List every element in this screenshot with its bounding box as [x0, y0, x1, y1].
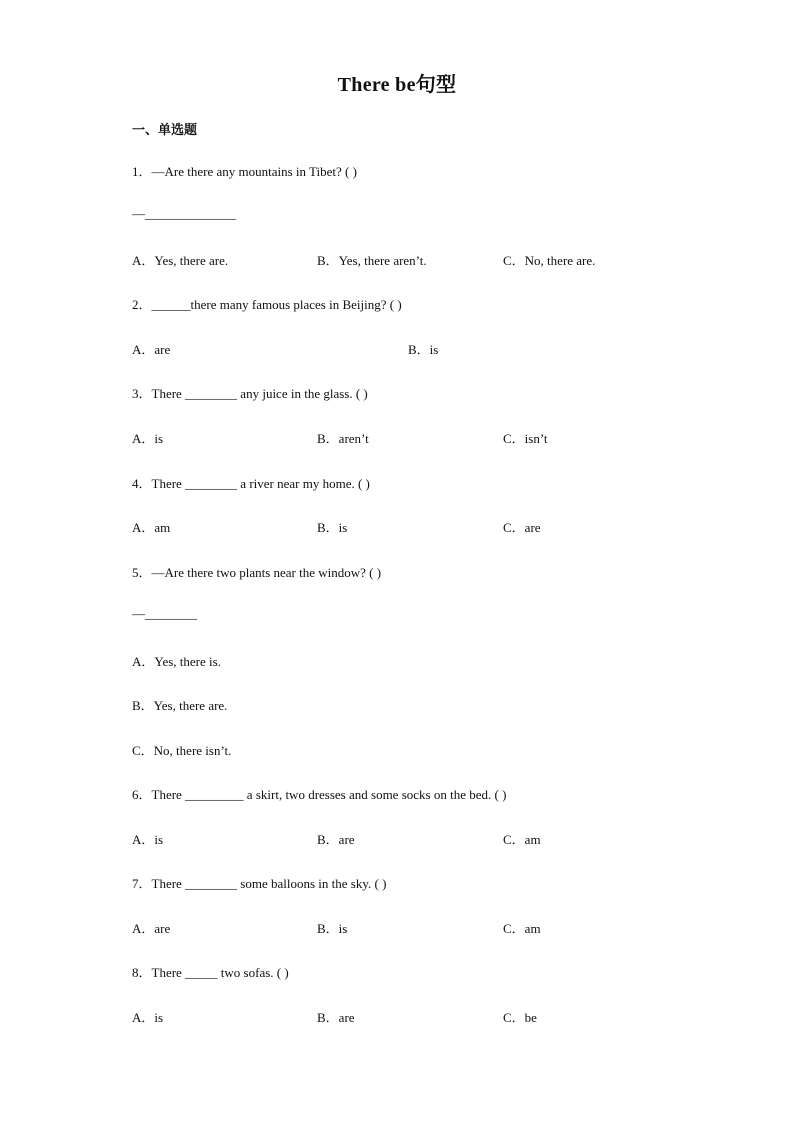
question-7-option-a: A．are — [132, 921, 171, 936]
question-7-option-b: B．is — [317, 921, 348, 936]
question-3-option-c: C．isn’t — [503, 431, 548, 446]
question-7-stem: 7．There ________ some balloons in the sky. ( ) — [132, 876, 387, 891]
question-5-option-a: A．Yes, there is. — [132, 654, 221, 669]
question-6-option-a: A．is — [132, 832, 164, 847]
question-5-stem: 5．—Are there two plants near the window? ( ) — [132, 565, 382, 580]
question-2-option-a: A．are — [132, 342, 171, 357]
question-4-option-b: B．is — [317, 520, 348, 535]
question-2-option-b: B．is — [408, 342, 439, 357]
question-1-answer-line: —______________ — [132, 206, 236, 221]
question-1-option-c: C．No, there are. — [503, 253, 596, 268]
question-6-option-b: B．are — [317, 832, 355, 847]
question-7-option-c: C．am — [503, 921, 541, 936]
question-1-option-a: A．Yes, there are. — [132, 253, 229, 268]
question-1-option-b: B．Yes, there aren’t. — [317, 253, 427, 268]
question-6-stem: 6．There _________ a skirt, two dresses and some socks on the bed. ( ) — [132, 787, 507, 802]
question-5-option-c: C．No, there isn’t. — [132, 743, 232, 758]
question-5-option-b: B．Yes, there are. — [132, 698, 228, 713]
question-3-option-a: A．is — [132, 431, 164, 446]
question-8-option-a: A．is — [132, 1010, 164, 1025]
question-3-stem: 3．There ________ any juice in the glass. ( ) — [132, 386, 368, 401]
question-4-stem: 4．There ________ a river near my home. ( ) — [132, 476, 370, 491]
question-5-answer-line: —________ — [132, 606, 197, 621]
page-title: There be句型 — [337, 74, 457, 96]
question-4-option-a: A．am — [132, 520, 171, 535]
section-heading: 一、单选题 — [132, 122, 198, 137]
question-1-stem: 1．—Are there any mountains in Tibet? ( ) — [132, 164, 357, 179]
question-8-option-c: C．be — [503, 1010, 537, 1025]
question-8-stem: 8．There _____ two sofas. ( ) — [132, 965, 289, 980]
question-6-option-c: C．am — [503, 832, 541, 847]
question-8-option-b: B．are — [317, 1010, 355, 1025]
question-3-option-b: B．aren’t — [317, 431, 369, 446]
question-2-stem: 2．______there many famous places in Beijing? ( ) — [132, 297, 402, 312]
question-4-option-c: C．are — [503, 520, 541, 535]
